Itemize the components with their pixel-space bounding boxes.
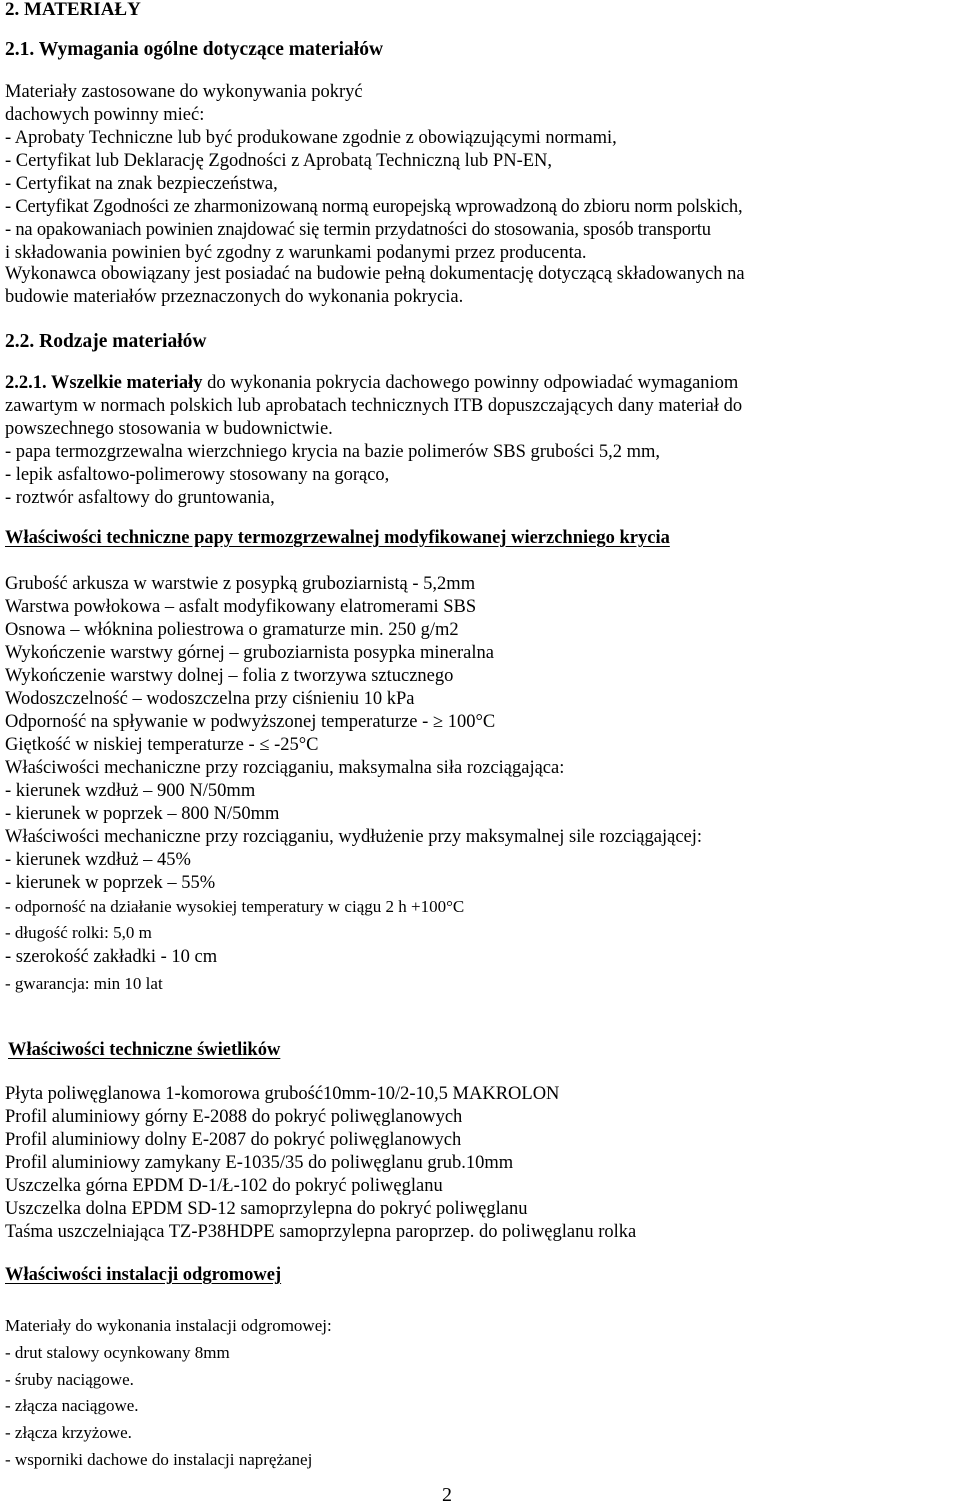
- text-line: budowie materiałów przeznaczonych do wykonania pokrycia.: [5, 287, 464, 307]
- section-heading: Właściwości techniczne papy termozgrzewalnej modyfikowanej wierzchniego krycia: [5, 528, 670, 548]
- text-line: [5, 374, 738, 393]
- text-line: - złącza naciągowe.: [5, 1396, 139, 1415]
- text-line: dachowych powinny mieć:: [5, 105, 205, 125]
- text-line: Profil aluminiowy zamykany E-1035/35 do poliwęglanu grub.10mm: [5, 1153, 514, 1173]
- text-line: i składowania powinien być zgodny z warunkami podanymi przez producenta.: [5, 243, 587, 263]
- text-line: powszechnego stosowania w budownictwie.: [5, 419, 333, 439]
- text-line: Materiały do wykonania instalacji odgromowej:: [5, 1316, 332, 1335]
- section-heading: Właściwości techniczne świetlików: [8, 1040, 281, 1060]
- text-line: Materiały zastosowane do wykonywania pokryć: [5, 82, 363, 102]
- text-line: Taśma uszczelniająca TZ-P38HDPE samoprzylepna paroprzep. do poliwęglanu rolka: [5, 1222, 637, 1242]
- text-line: Właściwości mechaniczne przy rozciąganiu, wydłużenie przy maksymalnej sile rozciągającej:: [5, 827, 703, 847]
- text-line: Warstwa powłokowa – asfalt modyfikowany elatromerami SBS: [5, 597, 477, 617]
- text-line: - kierunek wzdłuż – 45%: [5, 850, 191, 870]
- text-line: - gwarancja: min 10 lat: [5, 974, 163, 993]
- text-line: Wykonawca obowiązany jest posiadać na budowie pełną dokumentację dotyczącą składowanych na: [5, 264, 745, 284]
- text-line: - szerokość zakładki - 10 cm: [5, 947, 218, 967]
- section-heading: Właściwości instalacji odgromowej: [5, 1265, 282, 1285]
- text-line: - drut stalowy ocynkowany 8mm: [5, 1343, 230, 1362]
- text-line: - na opakowaniach powinien znajdować się termin przydatności do stosowania, sposób transportu: [5, 220, 711, 240]
- text-line: zawartym w normach polskich lub aprobatach technicznych ITB dopuszczających dany materiał do: [5, 396, 743, 416]
- text-line: Płyta poliwęglanowa 1-komorowa grubość10mm-10/2-10,5 MAKROLON: [5, 1084, 560, 1104]
- text-line: Wykończenie warstwy dolnej – folia z tworzywa sztucznego: [5, 666, 454, 686]
- text-line: - papa termozgrzewalna wierzchniego krycia na bazie polimerów SBS grubości 5,2 mm,: [5, 442, 660, 462]
- text-line: Profil aluminiowy górny E-2088 do pokryć poliwęglanowych: [5, 1107, 463, 1127]
- text-line: - odporność na działanie wysokiej temperatury w ciągu 2 h +100°C: [5, 897, 465, 916]
- text-line: - lepik asfaltowo-polimerowy stosowany na gorąco,: [5, 465, 390, 485]
- line-text: do wykonania pokrycia dachowego powinny odpowiadać wymaganiom: [202, 373, 739, 393]
- text-line: Właściwości mechaniczne przy rozciąganiu, maksymalna siła rozciągająca:: [5, 758, 565, 778]
- text-line: - złącza krzyżowe.: [5, 1423, 132, 1442]
- text-line: Wodoszczelność – wodoszczelna przy ciśnieniu 10 kPa: [5, 689, 415, 709]
- text-line: Osnowa – włóknina poliestrowa o gramaturze min. 250 g/m2: [5, 620, 459, 640]
- text-line: - kierunek w poprzek – 800 N/50mm: [5, 804, 280, 824]
- page-number: 2: [442, 1484, 452, 1506]
- section-heading: 2.1. Wymagania ogólne dotyczące materiałów: [5, 39, 384, 60]
- text-line: - Aprobaty Techniczne lub być produkowane zgodnie z obowiązującymi normami,: [5, 128, 617, 148]
- text-line: Uszczelka górna EPDM D-1/Ł-102 do pokryć poliwęglanu: [5, 1176, 443, 1196]
- text-line: - kierunek w poprzek – 55%: [5, 873, 216, 893]
- text-line: - wsporniki dachowe do instalacji naprężanej: [5, 1450, 313, 1469]
- text-line: Uszczelka dolna EPDM SD-12 samoprzylepna do pokryć poliwęglanu: [5, 1199, 528, 1219]
- section-heading: 2. MATERIAŁY: [5, 0, 141, 20]
- text-line: - śruby naciągowe.: [5, 1370, 134, 1389]
- text-line: - kierunek wzdłuż – 900 N/50mm: [5, 781, 256, 801]
- text-line: - długość rolki: 5,0 m: [5, 923, 152, 942]
- text-line: - Certyfikat lub Deklarację Zgodności z Aprobatą Techniczną lub PN-EN,: [5, 151, 553, 171]
- text-line: Grubość arkusza w warstwie z posypką gruboziarnistą - 5,2mm: [5, 574, 476, 594]
- text-line: - Certyfikat Zgodności ze zharmonizowaną normą europejską wprowadzoną do zbioru norm polskich,: [5, 197, 743, 217]
- text-line: - roztwór asfaltowy do gruntowania,: [5, 488, 275, 508]
- bold-lead: 2.2.1. Wszelkie materiały: [5, 373, 203, 393]
- text-line: Wykończenie warstwy górnej – gruboziarnista posypka mineralna: [5, 643, 494, 663]
- text-line: Odporność na spływanie w podwyższonej temperaturze - ≥ 100°C: [5, 712, 496, 732]
- section-heading: 2.2. Rodzaje materiałów: [5, 331, 207, 352]
- text-line: Giętkość w niskiej temperaturze - ≤ -25°C: [5, 735, 319, 755]
- text-line: - Certyfikat na znak bezpieczeństwa,: [5, 174, 278, 194]
- text-line: Profil aluminiowy dolny E-2087 do pokryć poliwęglanowych: [5, 1130, 462, 1150]
